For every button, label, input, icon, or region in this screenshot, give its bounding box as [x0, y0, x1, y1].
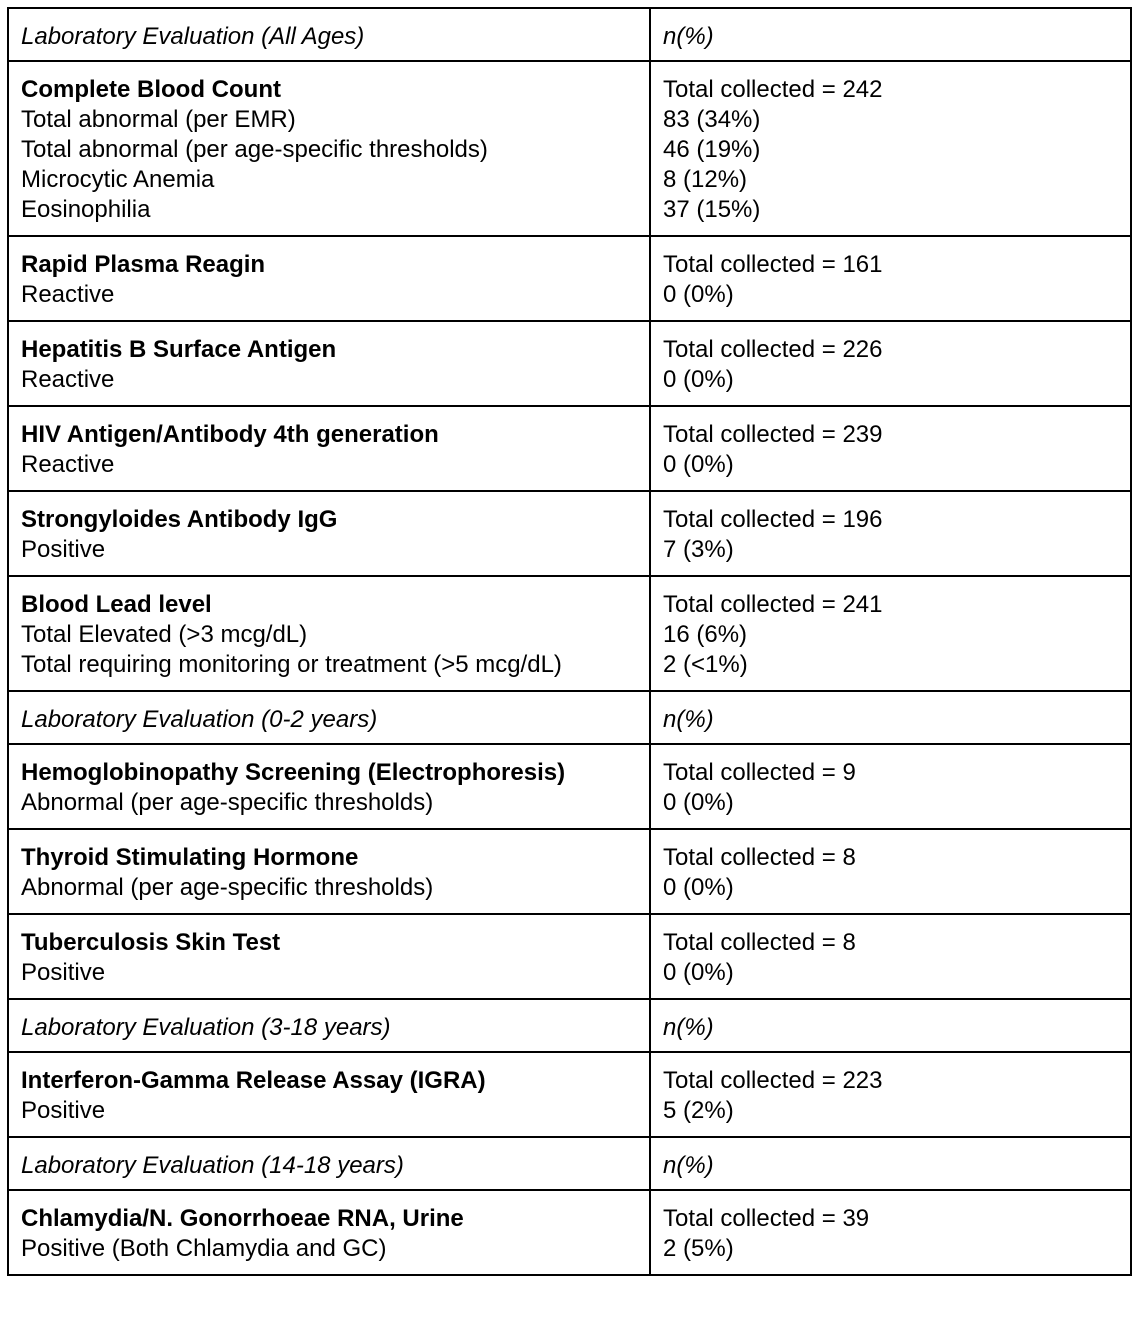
test-row — [8, 829, 1131, 914]
test-values-cell — [650, 576, 1131, 691]
total-collected: Total collected = 8 — [663, 929, 856, 956]
result-label: Positive — [21, 536, 106, 563]
section-header-row — [8, 691, 1131, 744]
test-labels-cell — [8, 829, 650, 914]
section-header-label: Laboratory Evaluation (14-18 years) — [8, 1137, 650, 1190]
test-row — [8, 1190, 1131, 1275]
result-label: Reactive — [21, 281, 115, 308]
test-labels-cell — [8, 914, 650, 999]
section-header-value: n(%) — [650, 8, 1131, 61]
test-values-cell — [650, 491, 1131, 576]
test-values-cell — [650, 236, 1131, 321]
section-header-value: n(%) — [650, 1137, 1131, 1190]
test-values-cell — [650, 914, 1131, 999]
test-labels-cell — [8, 1052, 650, 1137]
result-value: 46 (19%) — [663, 136, 761, 163]
test-row — [8, 406, 1131, 491]
result-label: Positive (Both Chlamydia and GC) — [21, 1235, 387, 1262]
test-row — [8, 914, 1131, 999]
test-name: Thyroid Stimulating Hormone — [21, 844, 359, 871]
result-value: 2 (<1%) — [663, 651, 748, 678]
test-row — [8, 576, 1131, 691]
total-collected: Total collected = 226 — [663, 336, 883, 363]
section-header-row — [8, 999, 1131, 1052]
section-header-row — [8, 1137, 1131, 1190]
total-collected: Total collected = 8 — [663, 844, 856, 871]
result-value: 0 (0%) — [663, 874, 734, 901]
test-labels-cell — [8, 576, 650, 691]
test-name: Complete Blood Count — [21, 76, 281, 103]
test-values-cell — [650, 321, 1131, 406]
result-value: 37 (15%) — [663, 196, 761, 223]
result-label: Total abnormal (per EMR) — [21, 106, 296, 133]
test-labels-cell — [8, 321, 650, 406]
test-labels-cell — [8, 1190, 650, 1275]
result-value: 0 (0%) — [663, 451, 734, 478]
test-row — [8, 1052, 1131, 1137]
test-name: Strongyloides Antibody IgG — [21, 506, 338, 533]
section-header-label: Laboratory Evaluation (0-2 years) — [8, 691, 650, 744]
test-row — [8, 744, 1131, 829]
result-value: 0 (0%) — [663, 959, 734, 986]
total-collected: Total collected = 239 — [663, 421, 883, 448]
result-label: Abnormal (per age-specific thresholds) — [21, 789, 434, 816]
result-label: Positive — [21, 1097, 106, 1124]
result-label: Microcytic Anemia — [21, 166, 215, 193]
test-values-cell — [650, 1052, 1131, 1137]
result-value: 2 (5%) — [663, 1235, 734, 1262]
test-name: Hemoglobinopathy Screening (Electrophoresis) — [21, 759, 566, 786]
section-header-value: n(%) — [650, 999, 1131, 1052]
result-value: 5 (2%) — [663, 1097, 734, 1124]
result-label: Positive — [21, 959, 106, 986]
test-row — [8, 61, 1131, 236]
test-labels-cell — [8, 406, 650, 491]
result-value: 7 (3%) — [663, 536, 734, 563]
result-label: Abnormal (per age-specific thresholds) — [21, 874, 434, 901]
result-label: Total abnormal (per age-specific thresholds) — [21, 136, 488, 163]
result-value: 8 (12%) — [663, 166, 748, 193]
test-labels-cell — [8, 491, 650, 576]
test-row — [8, 321, 1131, 406]
test-name: Hepatitis B Surface Antigen — [21, 336, 337, 363]
section-header-label: Laboratory Evaluation (3-18 years) — [8, 999, 650, 1052]
section-header-row — [8, 8, 1131, 61]
section-header-label: Laboratory Evaluation (All Ages) — [8, 8, 650, 61]
lab-results-table — [7, 7, 1132, 1276]
result-value: 16 (6%) — [663, 621, 748, 648]
total-collected: Total collected = 39 — [663, 1205, 870, 1232]
test-labels-cell — [8, 61, 650, 236]
test-values-cell — [650, 744, 1131, 829]
test-values-cell — [650, 1190, 1131, 1275]
result-label: Total Elevated (>3 mcg/dL) — [21, 621, 308, 648]
total-collected: Total collected = 223 — [663, 1067, 883, 1094]
test-name: Chlamydia/N. Gonorrhoeae RNA, Urine — [21, 1205, 464, 1232]
result-label: Reactive — [21, 451, 115, 478]
result-label: Total requiring monitoring or treatment (>5 mcg/dL) — [21, 651, 562, 678]
result-value: 0 (0%) — [663, 789, 734, 816]
total-collected: Total collected = 161 — [663, 251, 883, 278]
result-value: 0 (0%) — [663, 281, 734, 308]
total-collected: Total collected = 242 — [663, 76, 883, 103]
test-values-cell — [650, 829, 1131, 914]
test-labels-cell — [8, 744, 650, 829]
test-name: Tuberculosis Skin Test — [21, 929, 281, 956]
test-values-cell — [650, 406, 1131, 491]
result-label: Reactive — [21, 366, 115, 393]
test-name: HIV Antigen/Antibody 4th generation — [21, 421, 439, 448]
result-value: 83 (34%) — [663, 106, 761, 133]
section-header-value: n(%) — [650, 691, 1131, 744]
result-label: Eosinophilia — [21, 196, 151, 223]
test-name: Rapid Plasma Reagin — [21, 251, 266, 278]
test-labels-cell — [8, 236, 650, 321]
result-value: 0 (0%) — [663, 366, 734, 393]
total-collected: Total collected = 9 — [663, 759, 856, 786]
test-name: Interferon-Gamma Release Assay (IGRA) — [21, 1067, 486, 1094]
test-row — [8, 236, 1131, 321]
test-name: Blood Lead level — [21, 591, 212, 618]
total-collected: Total collected = 196 — [663, 506, 883, 533]
test-values-cell — [650, 61, 1131, 236]
test-row — [8, 491, 1131, 576]
total-collected: Total collected = 241 — [663, 591, 883, 618]
